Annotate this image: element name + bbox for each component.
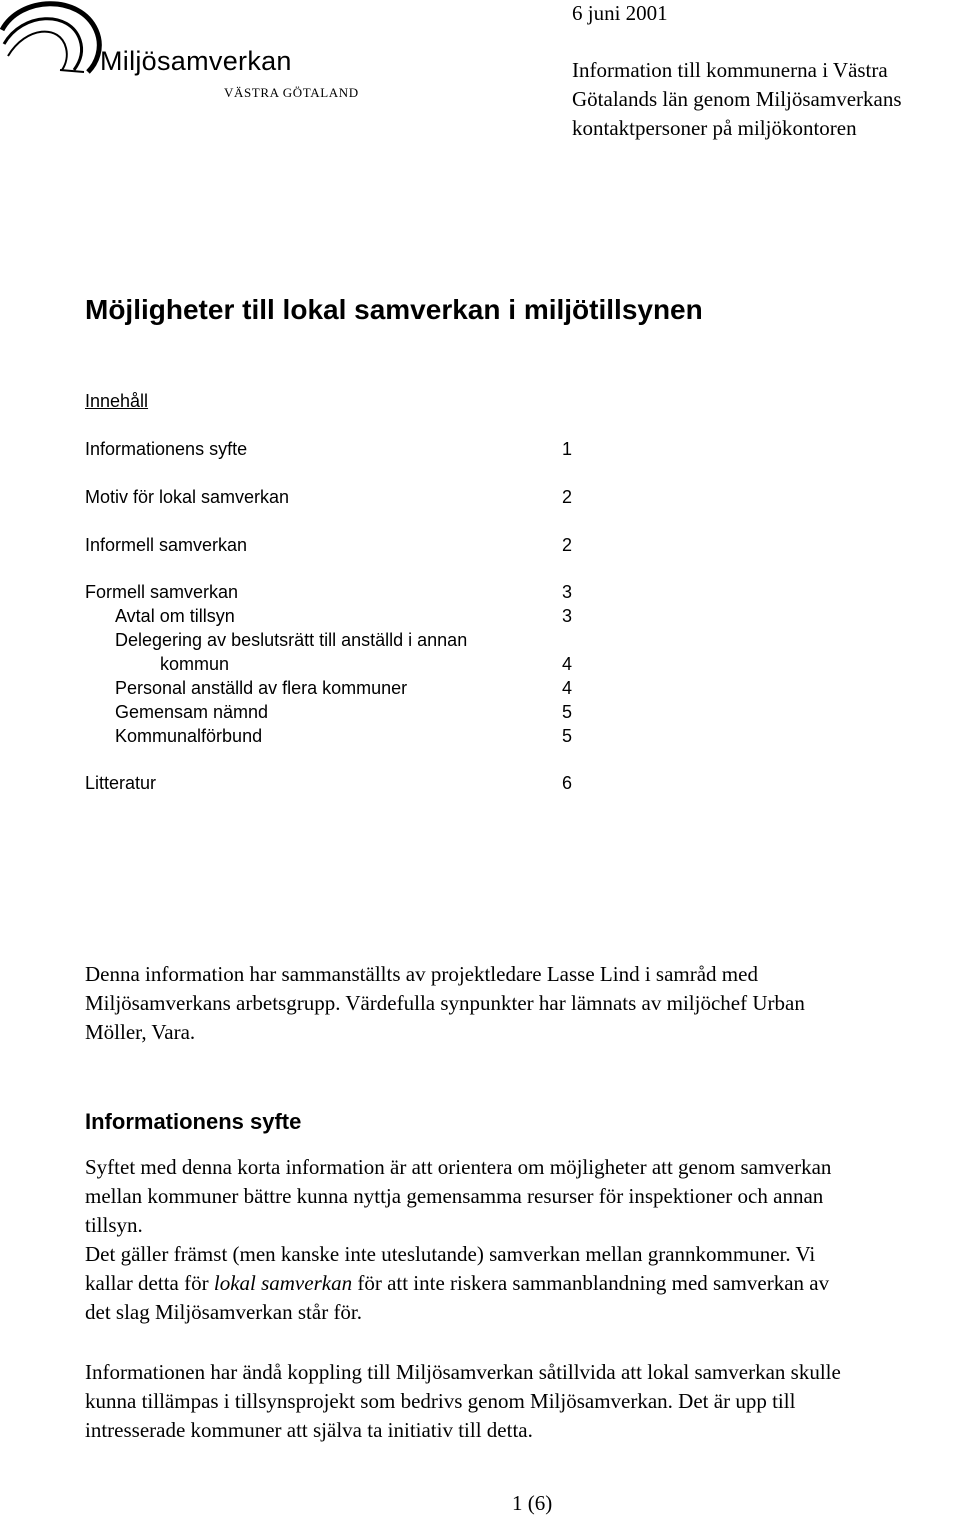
recipient-line: Information till kommunerna i Västra (572, 58, 888, 82)
page-indicator: 1 (6) (512, 1491, 553, 1515)
toc-item (85, 533, 572, 557)
page-title: Möjligheter till lokal samverkan i miljötillsynen (85, 294, 703, 325)
recipient-block (572, 56, 952, 143)
toc-item-page: 5 (561, 726, 572, 746)
toc-subitem (85, 604, 572, 628)
text-line: Denna information har sammanställts av projektledare Lasse Lind i samråd med (85, 962, 758, 986)
toc-item-label: Kommunalförbund (115, 726, 263, 746)
toc-item-page: 1 (561, 439, 572, 459)
recipient-line: Götalands län genom Miljösamverkans (572, 87, 902, 111)
text-line: Möller, Vara. (85, 1020, 196, 1044)
toc-item-page: 5 (561, 702, 572, 722)
toc-item-page: 4 (561, 654, 572, 674)
toc-item-page: 2 (561, 535, 572, 555)
toc-subitem (85, 700, 572, 724)
section-paragraph-2 (85, 1358, 841, 1445)
logo (0, 0, 380, 110)
toc-item-label: Motiv för lokal samverkan (85, 487, 290, 507)
toc-item-label: Litteratur (85, 773, 157, 793)
toc-subitem (85, 628, 572, 652)
text-line: Informationen har ändå koppling till Miljösamverkan såtillvida att lokal samverkan skulle (85, 1360, 841, 1384)
toc-heading: Innehåll (85, 391, 149, 411)
section-paragraph-1 (85, 1153, 831, 1327)
text-line: tillsyn. (85, 1213, 143, 1237)
toc-item-label: Personal anställd av flera kommuner (115, 678, 408, 698)
toc-subitem-continuation (85, 652, 572, 676)
toc-item (85, 580, 572, 604)
logo-region: VÄSTRA GÖTALAND (224, 85, 359, 100)
text-line: Det gäller främst (men kanske inte uteslutande) samverkan mellan grannkommuner. Vi (85, 1242, 816, 1266)
text-line: intresserade kommuner att själva ta initiativ till detta. (85, 1418, 533, 1442)
text-line: mellan kommuner bättre kunna nyttja gemensamma resurser för inspektioner och annan (85, 1184, 824, 1208)
toc-item (85, 771, 572, 795)
document-date: 6 juni 2001 (572, 1, 668, 25)
toc-item-label: Delegering av beslutsrätt till anställd i annan (115, 630, 468, 650)
toc-item-page: 4 (561, 678, 572, 698)
text-run: kallar detta för (85, 1271, 214, 1295)
toc-subitem (85, 676, 572, 700)
toc-item-label: Avtal om tillsyn (115, 606, 235, 626)
toc-item-label: Formell samverkan (85, 582, 239, 602)
toc-item-label: kommun (160, 654, 230, 674)
toc-item-page: 3 (561, 582, 572, 602)
text-line (85, 1269, 831, 1298)
text-line: Miljösamverkans arbetsgrupp. Värdefulla synpunkter har lämnats av miljöchef Urban (85, 991, 805, 1015)
credits-paragraph (85, 960, 805, 1047)
toc-item-label: Informationens syfte (85, 439, 248, 459)
toc-subitem (85, 724, 572, 748)
toc-item-page: 2 (561, 487, 572, 507)
recipient-line: kontaktpersoner på miljökontoren (572, 116, 857, 140)
toc-item-page: 6 (561, 773, 572, 793)
toc-item-page: 3 (561, 606, 572, 626)
toc-item-label: Gemensam nämnd (115, 702, 269, 722)
toc-item-label: Informell samverkan (85, 535, 248, 555)
italic-term: lokal samverkan (213, 1271, 353, 1295)
text-line: Syftet med denna korta information är att orientera om möjligheter att genom samverkan (85, 1155, 832, 1179)
logo-name: Miljösamverkan (100, 46, 292, 76)
toc-item (85, 485, 572, 509)
text-line: det slag Miljösamverkan står för. (85, 1300, 363, 1324)
text-run: för att inte riskera sammanblandning med samverkan av (352, 1271, 830, 1295)
section-heading: Informationens syfte (85, 1109, 302, 1134)
text-line: kunna tillämpas i tillsynsprojekt som bedrivs genom Miljösamverkan. Det är upp till (85, 1389, 796, 1413)
toc-item (85, 437, 572, 461)
